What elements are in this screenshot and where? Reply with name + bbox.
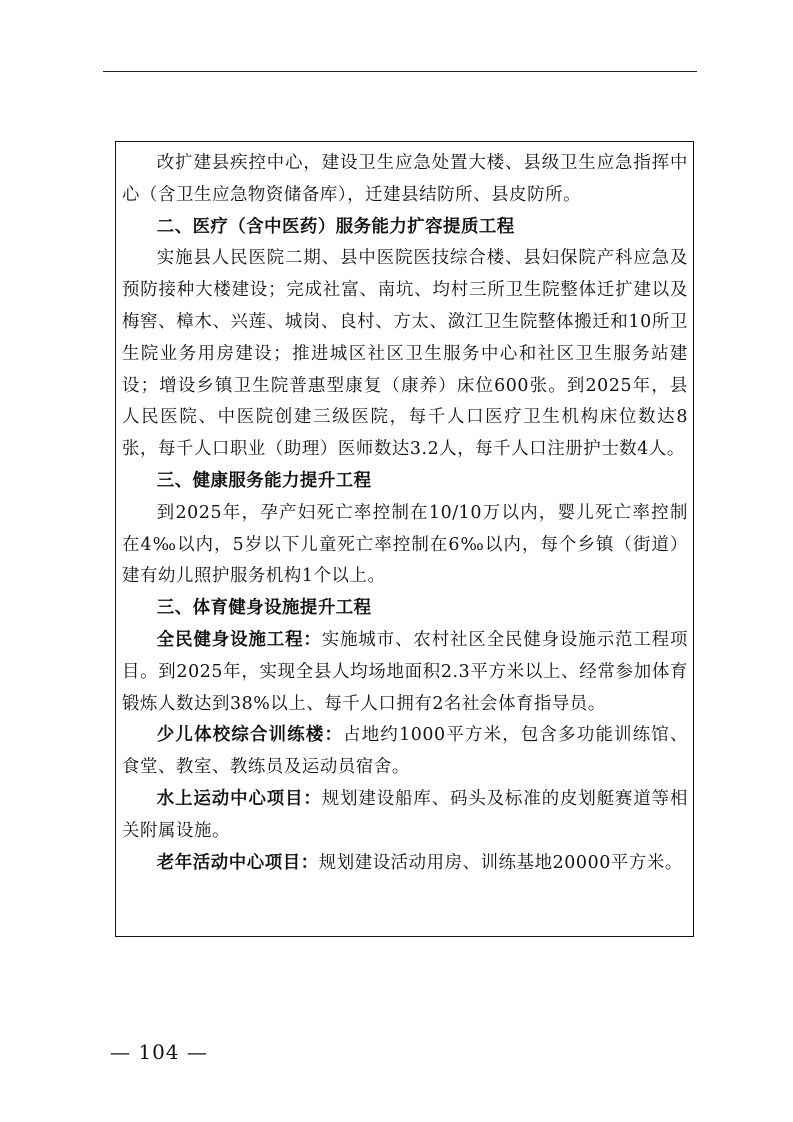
item-text: 规划建设船库、码头及标准的皮划艇赛道等相关附属设施。 (122, 788, 688, 841)
item-senior-center (122, 848, 688, 880)
item-water-sports (122, 784, 688, 848)
continuation-paragraph: 改扩建县疾控中心，建设卫生应急处置大楼、县级卫生应急指挥中心（含卫生应急物资储备库），迁建县结防所、县皮防所。 (122, 153, 688, 205)
section-heading-medical: 二、医疗（含中医药）服务能力扩容提质工程 (156, 216, 515, 237)
item-label: 水上运动中心项目： (156, 788, 322, 809)
item-text: 占地约1000平方米，包含多功能训练馆、食堂、教室、教练员及运动员宿舍。 (122, 725, 688, 778)
item-label: 全民健身设施工程： (156, 629, 322, 650)
section-heading-health: 三、健康服务能力提升工程 (156, 470, 372, 491)
item-text: 规划建设活动用房、训练基地20000平方米。 (318, 852, 683, 873)
content-box (115, 141, 694, 937)
item-fitness (122, 625, 688, 720)
section-heading-sports: 三、体育健身设施提升工程 (156, 598, 372, 619)
item-label: 少儿体校综合训练楼： (156, 725, 344, 746)
page-number: — 104 — (110, 1040, 208, 1064)
section-body-medical: 实施县人民医院二期、县中医院医技综合楼、县妇保院产科应急及预防接种大楼建设；完成社富、南坑、均村三所卫生院整体迁扩建以及梅窖、樟木、兴莲、城岗、良村、方太、潋江卫生院整体搬迁和10所卫生院业务用房建设；推进城区社区卫生服务中心和社区卫生服务站建设；增设乡镇卫生院普惠型康复（康养）床位600张。到2025年，县人民医院、中医院创建三级医院，每千人口医疗卫生机构床位数达8张，每千人口职业（助理）医师数达3.2人，每千人口注册护士数4人。 (122, 248, 688, 460)
item-label: 老年活动中心项目： (156, 852, 319, 873)
section-body-health: 到2025年，孕产妇死亡率控制在10/10万以内，婴儿死亡率控制在4‰以内，5岁以下儿童死亡率控制在6‰以内，每个乡镇（街道）建有幼儿照护服务机构1个以上。 (122, 502, 688, 587)
item-text: 实施城市、农村社区全民健身设施示范工程项目。到2025年，实现全县人均场地面积2.3平方米以上、经常参加体育锻炼人数达到38%以上、每千人口拥有2名社会体育指导员。 (122, 629, 688, 714)
header-rule (103, 71, 697, 72)
item-youth-sports-school (122, 720, 688, 784)
